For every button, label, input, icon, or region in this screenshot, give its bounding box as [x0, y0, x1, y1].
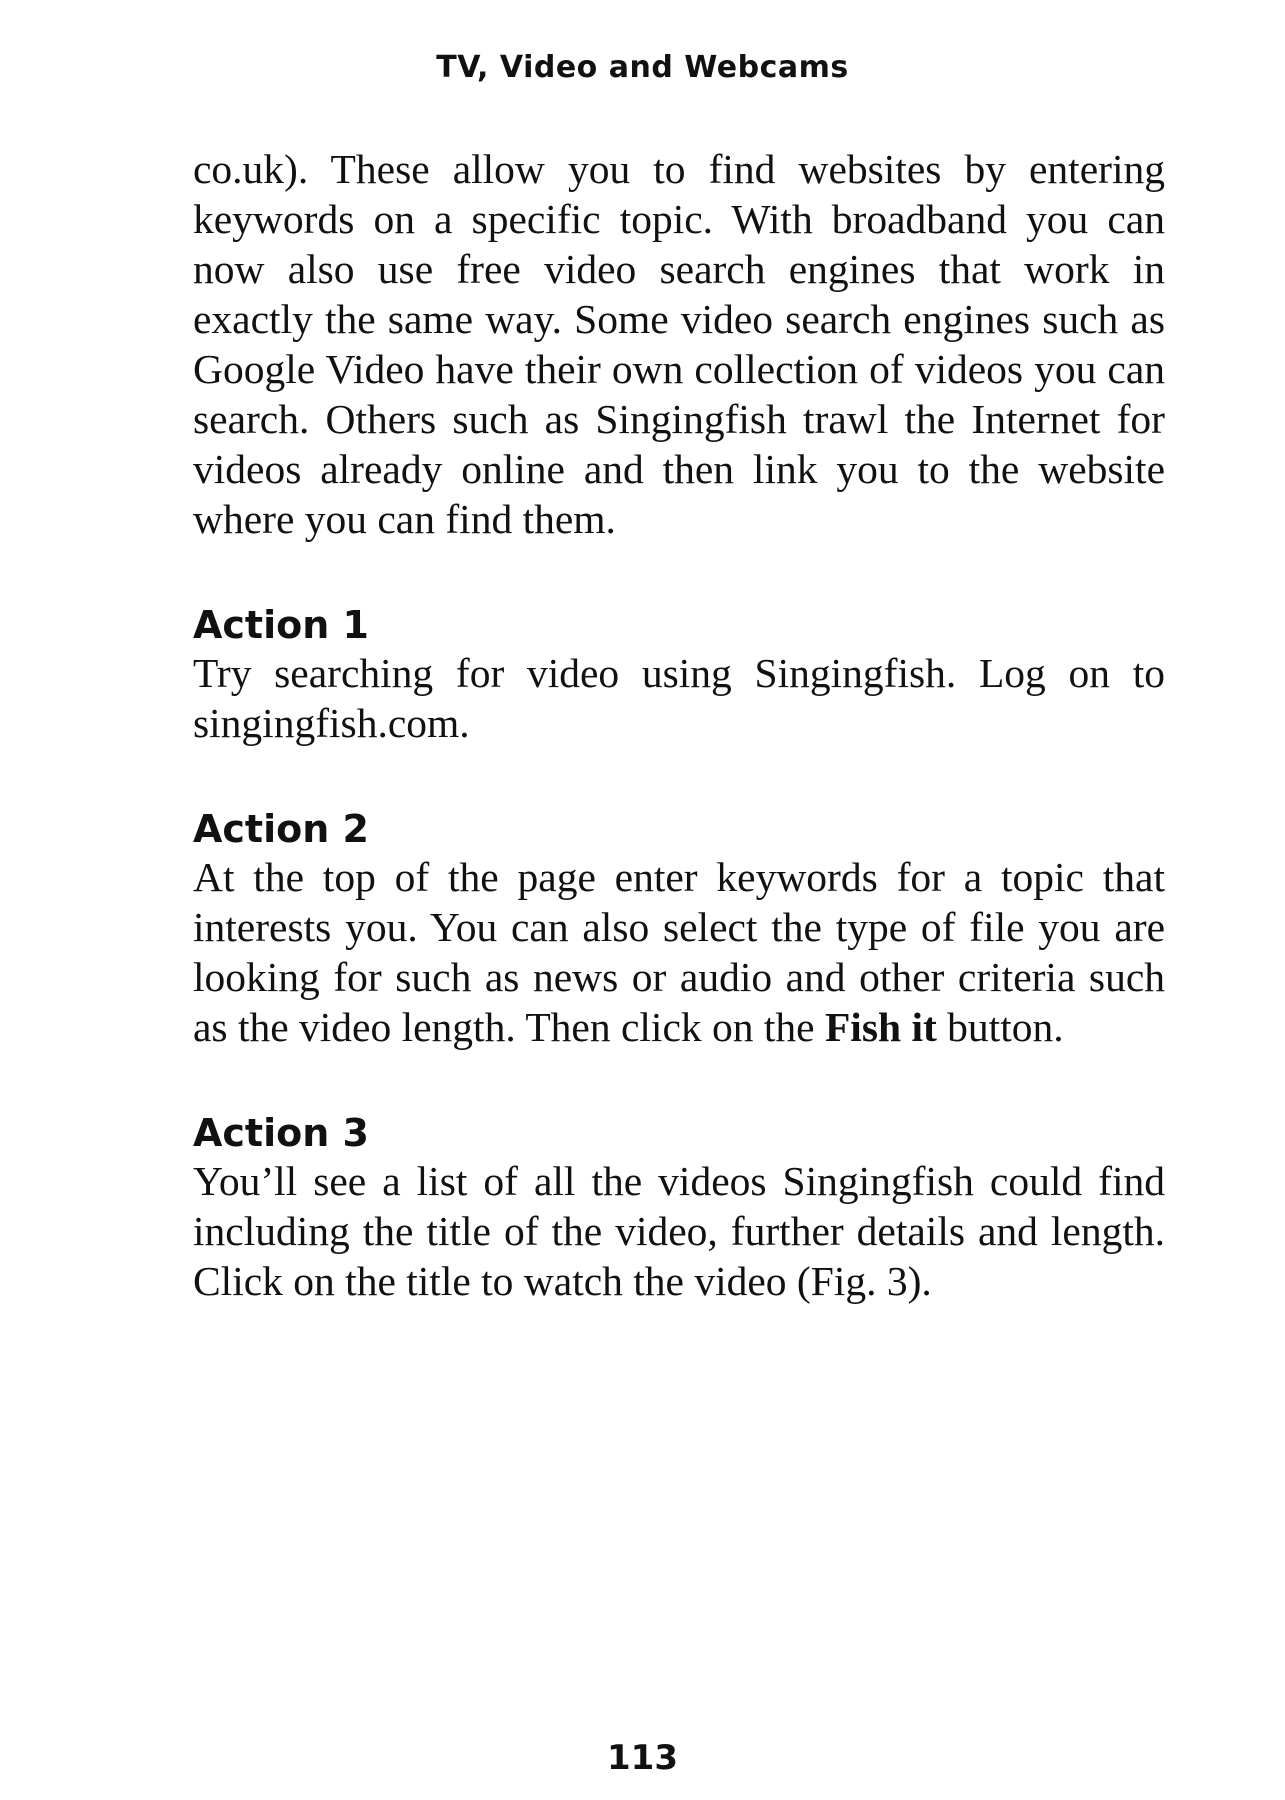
action-3-heading: Action 3: [193, 1111, 369, 1155]
action-1-text: Try searching for video using Singingfish. Log on to singingfish.com.: [193, 650, 1165, 746]
action-2-text: [193, 852, 1165, 1052]
action-3-text: You’ll see a list of all the videos Singingfish could find including the title of the video, further details and length. Click on the title to watch the video (Fig. 3).: [193, 1158, 1165, 1304]
action-1-section: [193, 602, 1165, 748]
action-1-heading: Action 1: [193, 603, 369, 647]
page-body: [193, 144, 1165, 1306]
fish-it-button-name: Fish it: [824, 1004, 937, 1050]
action-3-section: [193, 1110, 1165, 1306]
action-2-heading: Action 2: [193, 807, 369, 851]
running-head: TV, Video and Webcams: [436, 50, 849, 85]
page-number: 113: [607, 1738, 678, 1778]
action-2-section: [193, 806, 1165, 1052]
action-2-text-end: button.: [936, 1004, 1064, 1050]
action-2-text-start: At the top of the page enter keywords for a topic that interests you. You can also select the type of file you are looking for such as news or audio and other criteria such as the video length. Then click on the: [193, 854, 1165, 1050]
intro-paragraph: co.uk). These allow you to find websites by entering keywords on a specific topic. With broadband you can now also use free video search engines that work in exactly the same way. Some video search engines such as Google Video have their own collection of videos you can search. Others such as Singingfish trawl the Internet for videos already online and then link you to the website where you can find them.: [193, 146, 1165, 542]
